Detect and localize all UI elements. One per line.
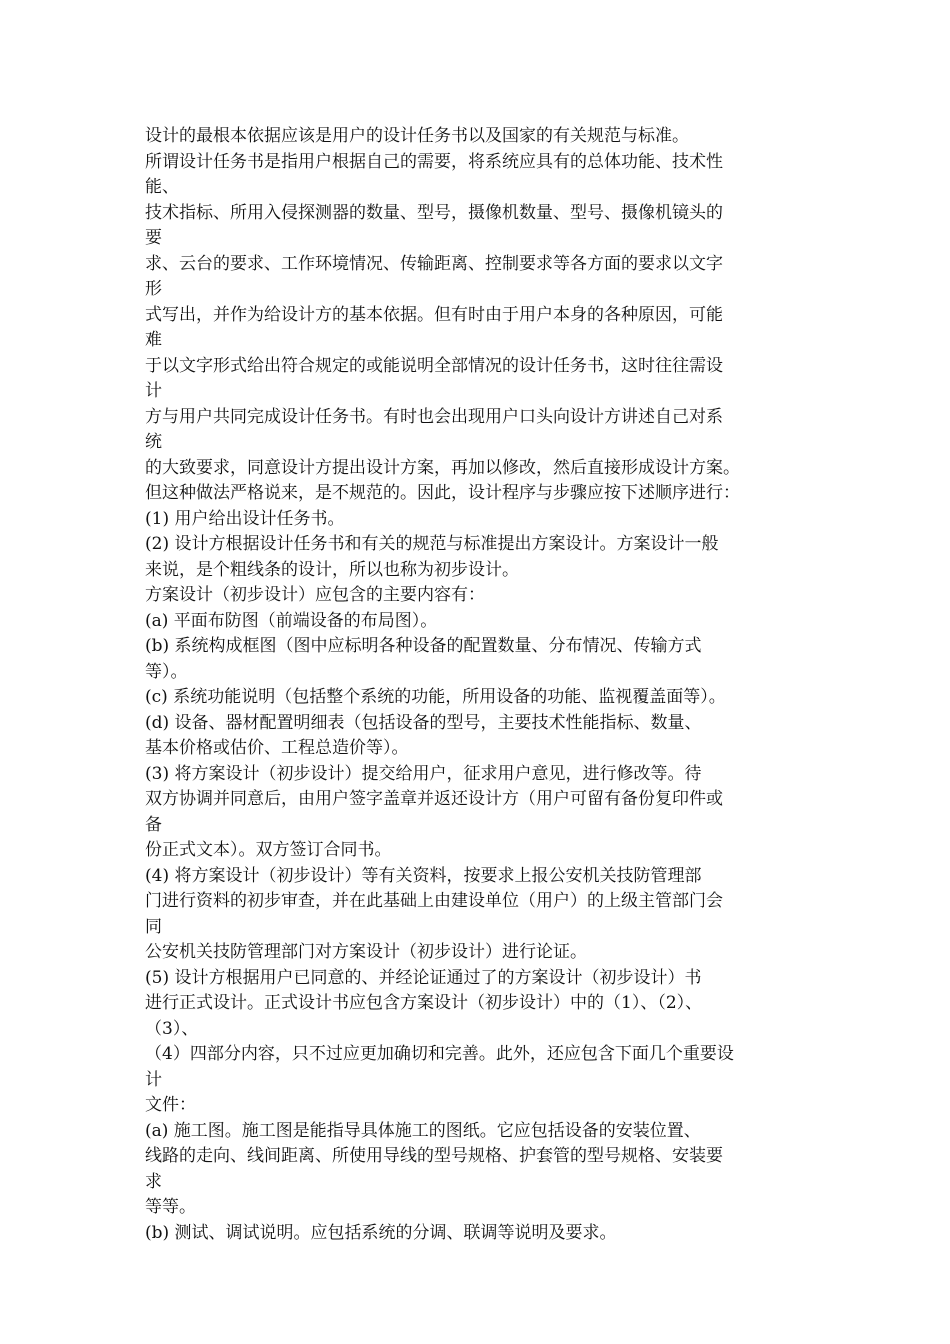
text-line: 的大致要求，同意设计方提出设计方案，再加以修改，然后直接形成设计方案。 [145,457,740,478]
text-line: 计 [145,381,162,401]
text-line: 形 [145,279,162,299]
text-line: (1) 用户给出设计任务书。 [145,508,345,529]
text-line: (4) 将方案设计（初步设计）等有关资料，按要求上报公安机关技防管理部 [145,865,702,886]
text-line: 双方协调并同意后，由用户签字盖章并返还设计方（用户可留有备份复印件或 [145,789,723,809]
text-line: 技术指标、所用入侵探测器的数量、型号，摄像机数量、型号、摄像机镜头的 [145,202,723,223]
text-line: 公安机关技防管理部门对方案设计（初步设计）进行论证。 [145,942,587,962]
text-line: 等）。 [145,661,188,682]
text-line: 进行正式设计。正式设计书应包含方案设计（初步设计）中的（1）、（2）、 [145,993,703,1013]
text-line: 基本价格或估价、工程总造价等）。 [145,738,409,758]
text-line: 门进行资料的初步审查，并在此基础上由建设单位（用户）的上级主管部门会 [145,891,723,911]
text-line: 计 [145,1069,162,1090]
text-line: 式写出，并作为给设计方的基本依据。但有时由于用户本身的各种原因，可能 [145,304,723,325]
text-line: 但这种做法严格说来，是不规范的。因此，设计程序与步骤应按下述顺序进行： [145,483,740,503]
text-line: (d) 设备、器材配置明细表（包括设备的型号，主要技术性能指标、数量、 [145,712,702,733]
text-line: 能、 [145,177,179,197]
text-line: 方案设计（初步设计）应包含的主要内容有： [145,585,485,605]
document-body [145,124,815,1246]
text-line: (3) 将方案设计（初步设计）提交给用户，征求用户意见，进行修改等。待 [145,763,702,784]
text-line: 难 [145,330,162,350]
text-line: 份正式文本）。双方签订合同书。 [145,840,392,860]
text-line: 求 [145,1171,162,1192]
text-line: 要 [145,228,162,248]
text-line: (2) 设计方根据设计任务书和有关的规范与标准提出方案设计。方案设计一般 [145,534,719,554]
text-line: (b) 系统构成框图（图中应标明各种设备的配置数量、分布情况、传输方式 [145,636,702,656]
text-line: 同 [145,916,162,937]
text-line: (a) 平面布防图（前端设备的布局图）。 [145,610,438,631]
text-line: 求、云台的要求、工作环境情况、传输距离、控制要求等各方面的要求以文字 [145,253,723,274]
text-line: (b) 测试、调试说明。应包括系统的分调、联调等说明及要求。 [145,1222,617,1243]
text-line: 方与用户共同完成设计任务书。有时也会出现用户口头向设计方讲述自己对系 [145,406,723,427]
text-line: 线路的走向、线间距离、所使用导线的型号规格、护套管的型号规格、安装要 [145,1146,723,1166]
text-line: (c) 系统功能说明（包括整个系统的功能，所用设备的功能、监视覆盖面等）。 [145,687,726,707]
text-line: 来说，是个粗线条的设计，所以也称为初步设计。 [145,559,519,580]
text-line: 设计的最根本依据应该是用户的设计任务书以及国家的有关规范与标准。 [145,126,689,146]
text-line: 所谓设计任务书是指用户根据自己的需要，将系统应具有的总体功能、技术性 [145,151,723,172]
text-line: （3）、 [145,1018,199,1039]
text-line: 统 [145,432,162,452]
text-line: (a) 施工图。施工图是能指导具体施工的图纸。它应包括设备的安装位置、 [145,1120,701,1141]
text-line: 等等。 [145,1197,196,1217]
text-line: （4）四部分内容，只不过应更加确切和完善。此外，还应包含下面几个重要设 [145,1044,734,1064]
text-line: 文件： [145,1095,196,1115]
text-line: 备 [145,814,162,835]
text-line: (5) 设计方根据用户已同意的、并经论证通过了的方案设计（初步设计）书 [145,967,702,988]
text-line: 于以文字形式给出符合规定的或能说明全部情况的设计任务书，这时往往需设 [145,355,723,376]
